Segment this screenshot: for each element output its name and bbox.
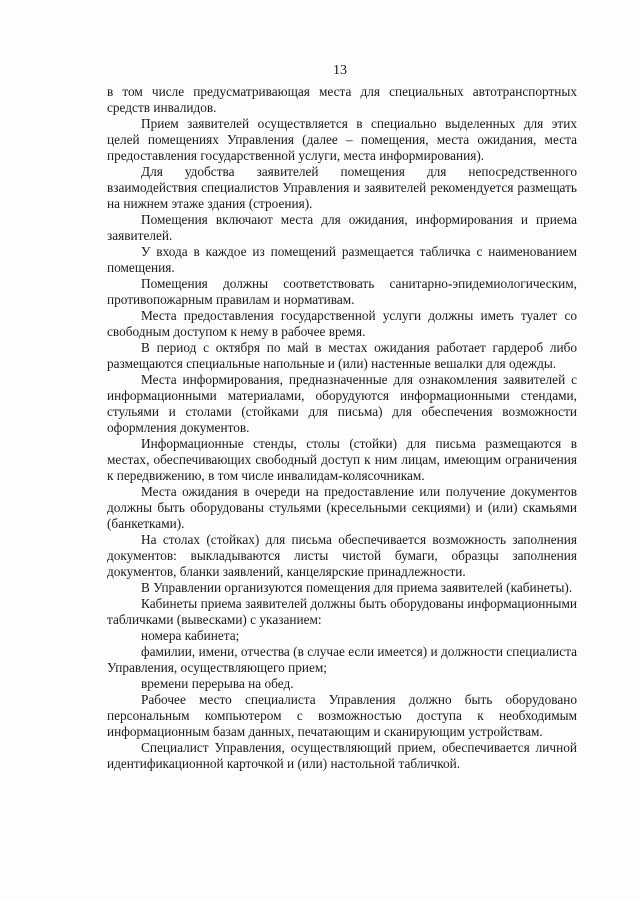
paragraph-waiting-places: Места ожидания в очереди на предоставление или получение документов должны быть оборудованы стульями (кресельными секциями) и (или) скамьями (банкетками).: [107, 484, 577, 531]
paragraph-information-stands: Информационные стенды, столы (стойки) для письма размещаются в местах, обеспечивающих свободный доступ к ним лицам, имеющим ограничения к передвижению, в том числе инвалидам-колясочникам.: [107, 436, 577, 483]
list-item-office-number: номера кабинета;: [141, 628, 240, 643]
paragraph-reception-premises: Прием заявителей осуществляется в специально выделенных для этих целей помещениях Управления (далее – помещения, места ожидания, места предоставления государственной услуги, места информирования).: [107, 116, 577, 163]
paragraph-offices: В Управлении организуются помещения для приема заявителей (кабинеты).: [141, 580, 573, 595]
paragraph-cloakroom: В период с октября по май в местах ожидания работает гардероб либо размещаются специальные напольные и (или) настенные вешалки для одежды.: [107, 340, 577, 371]
paragraph-workplace: Рабочее место специалиста Управления должно быть оборудовано персональным компьютером с возможностью доступа к необходимым информационным базам данных, печатающим и сканирующим устройствам.: [107, 692, 577, 739]
paragraph-writing-desks: На столах (стойках) для письма обеспечивается возможность заполнения документов: выкладываются листы чистой бумаги, образцы заполнения документов, бланки заявлений, канцелярские принадлежности.: [107, 532, 577, 579]
page-number: 13: [333, 63, 347, 78]
list-item-lunch-break: времени перерыва на обед.: [141, 676, 294, 691]
paragraph-continuation: в том числе предусматривающая места для специальных автотранспортных средств инвалидов.: [107, 84, 577, 115]
paragraph-toilet: Места предоставления государственной услуги должны иметь туалет со свободным доступом к нему в рабочее время.: [107, 308, 577, 339]
paragraph-premises-include: Помещения включают места для ожидания, информирования и приема заявителей.: [107, 212, 577, 243]
paragraph-information-places: Места информирования, предназначенные для ознакомления заявителей с информационными материалами, оборудуются информационными стендами, стульями и столами (стойками для письма) для обеспечения возможности оформления документов.: [107, 372, 577, 435]
paragraph-id-card: Специалист Управления, осуществляющий прием, обеспечивается личной идентификационной карточкой и (или) настольной табличкой.: [107, 740, 577, 771]
paragraph-sanitary-norms: Помещения должны соответствовать санитарно-эпидемиологическим, противопожарным правилам и нормативам.: [107, 276, 577, 307]
paragraph-office-signs: Кабинеты приема заявителей должны быть оборудованы информационными табличками (вывесками) с указанием:: [107, 596, 577, 627]
list-item-specialist-name: фамилии, имени, отчества (в случае если имеется) и должности специалиста Управления, осуществляющего прием;: [107, 644, 577, 675]
paragraph-ground-floor: Для удобства заявителей помещения для непосредственного взаимодействия специалистов Управления и заявителей рекомендуется размещать на нижнем этаже здания (строения).: [107, 164, 577, 211]
paragraph-entrance-sign: У входа в каждое из помещений размещается табличка с наименованием помещения.: [107, 244, 577, 275]
document-body: [107, 84, 577, 772]
